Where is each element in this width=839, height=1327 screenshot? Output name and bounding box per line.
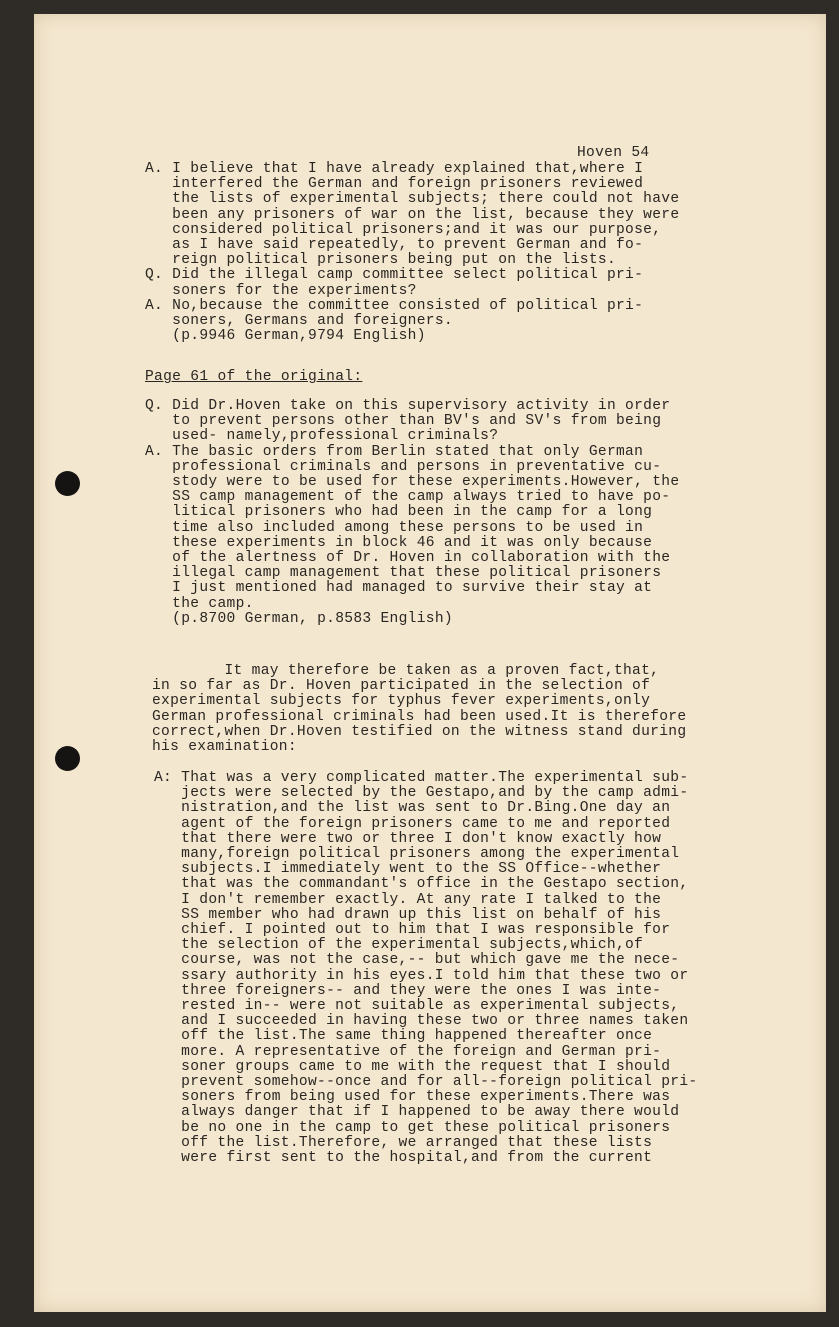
text-line: soners for the experiments?	[145, 282, 417, 299]
summary-paragraph	[152, 664, 686, 755]
text-line: (p.9946 German,9794 English)	[145, 328, 426, 345]
text-line: experimental subjects for typhus fever experiments,only	[152, 693, 651, 710]
text-line: litical prisoners who had been in the camp for a long	[145, 504, 653, 521]
text-line: the lists of experimental subjects; there could not have	[145, 191, 680, 208]
text-line: and I succeeded in having these two or three names taken	[154, 1013, 689, 1030]
text-line: agent of the foreign prisoners came to me and reported	[154, 815, 671, 832]
text-line: ssary authority in his eyes.I told him that these two or	[154, 967, 689, 984]
text-line: considered political prisoners;and it was our purpose,	[145, 221, 662, 238]
text-line: been any prisoners of war on the list, because they were	[145, 206, 680, 223]
text-line: to prevent persons other than BV's and SV's from being	[145, 413, 662, 430]
text-line: I don't remember exactly. At any rate I talked to the	[154, 891, 662, 908]
text-line: German professional criminals had been used.It is therefore	[152, 708, 687, 725]
text-line: Q. Did Dr.Hoven take on this supervisory activity in order	[145, 398, 671, 414]
text-line: be no one in the camp to get these political prisoners	[154, 1119, 671, 1136]
text-line: subjects.I immediately went to the SS Office--whether	[154, 861, 662, 878]
text-line: SS camp management of the camp always tried to have po-	[145, 489, 671, 506]
text-line: illegal camp management that these political prisoners	[145, 565, 662, 582]
text-line: professional criminals and persons in preventative cu-	[145, 458, 662, 475]
text-line: the camp.	[145, 595, 254, 612]
text-line: of the alertness of Dr. Hoven in collaboration with the	[145, 550, 671, 567]
text-line: interfered the German and foreign prisoners reviewed	[145, 176, 644, 193]
text-line: jects were selected by the Gestapo,and by the camp admi-	[154, 785, 689, 802]
text-line: the selection of the experimental subjects,which,of	[154, 937, 644, 954]
text-line: correct,when Dr.Hoven testified on the witness stand during	[152, 723, 687, 740]
text-line: It may therefore be taken as a proven fact,that,	[152, 663, 660, 679]
punch-hole-top	[55, 471, 80, 496]
text-line: his examination:	[152, 739, 297, 756]
text-line: stody were to be used for these experiments.However, the	[145, 474, 680, 491]
text-line: rested in-- were not suitable as experimental subjects,	[154, 998, 680, 1015]
text-line: SS member who had drawn up this list on behalf of his	[154, 906, 662, 923]
text-line: many,foreign political prisoners among the experimental	[154, 846, 680, 863]
text-line: always danger that if I happened to be away there would	[154, 1104, 680, 1121]
text-line: that was the commandant's office in the Gestapo section,	[154, 876, 689, 893]
page-number: Hoven 54	[577, 145, 650, 161]
text-line: I just mentioned had managed to survive their stay at	[145, 580, 653, 597]
text-line: A. No,because the committee consisted of political pri-	[145, 297, 644, 314]
text-line: soners, Germans and foreigners.	[145, 313, 453, 330]
text-line: (p.8700 German, p.8583 English)	[145, 610, 453, 627]
text-line: A: That was a very complicated matter.The experimental sub-	[154, 770, 689, 786]
testimony-block-1	[145, 162, 679, 344]
text-line: A. I believe that I have already explained that,where I	[145, 161, 644, 177]
text-line: Q. Did the illegal camp committee select political pri-	[145, 267, 644, 284]
text-line: off the list.Therefore, we arranged that these lists	[154, 1134, 653, 1151]
text-line: A. The basic orders from Berlin stated that only German	[145, 443, 644, 460]
punch-hole-bottom	[55, 746, 80, 771]
text-line: were first sent to the hospital,and from the current	[154, 1150, 653, 1167]
text-line: off the list.The same thing happened thereafter once	[154, 1028, 653, 1045]
testimony-block-3	[154, 771, 697, 1166]
text-line: that there were two or three I don't know exactly how	[154, 830, 662, 847]
text-line: three foreigners-- and they were the ones I was inte-	[154, 982, 662, 999]
text-line: soners from being used for these experiments.There was	[154, 1089, 671, 1106]
text-line: soner groups came to me with the request that I should	[154, 1058, 671, 1075]
text-line: as I have said repeatedly, to prevent German and fo-	[145, 237, 644, 254]
text-line: time also included among these persons to be used in	[145, 519, 644, 536]
text-line: used- namely,professional criminals?	[145, 428, 499, 445]
text-line: chief. I pointed out to him that I was responsible for	[154, 922, 671, 939]
text-line: in so far as Dr. Hoven participated in the selection of	[152, 678, 651, 695]
text-line: these experiments in block 46 and it was only because	[145, 534, 653, 551]
testimony-block-2	[145, 399, 679, 627]
page-heading: Page 61 of the original:	[145, 369, 363, 385]
text-line: nistration,and the list was sent to Dr.Bing.One day an	[154, 800, 671, 817]
text-line: reign political prisoners being put on the lists.	[145, 252, 616, 269]
text-line: prevent somehow--once and for all--foreign political pri-	[154, 1074, 698, 1091]
text-line: more. A representative of the foreign and German pri-	[154, 1043, 662, 1060]
document-page	[34, 14, 826, 1312]
text-line: course, was not the case,-- but which gave me the nece-	[154, 952, 680, 969]
